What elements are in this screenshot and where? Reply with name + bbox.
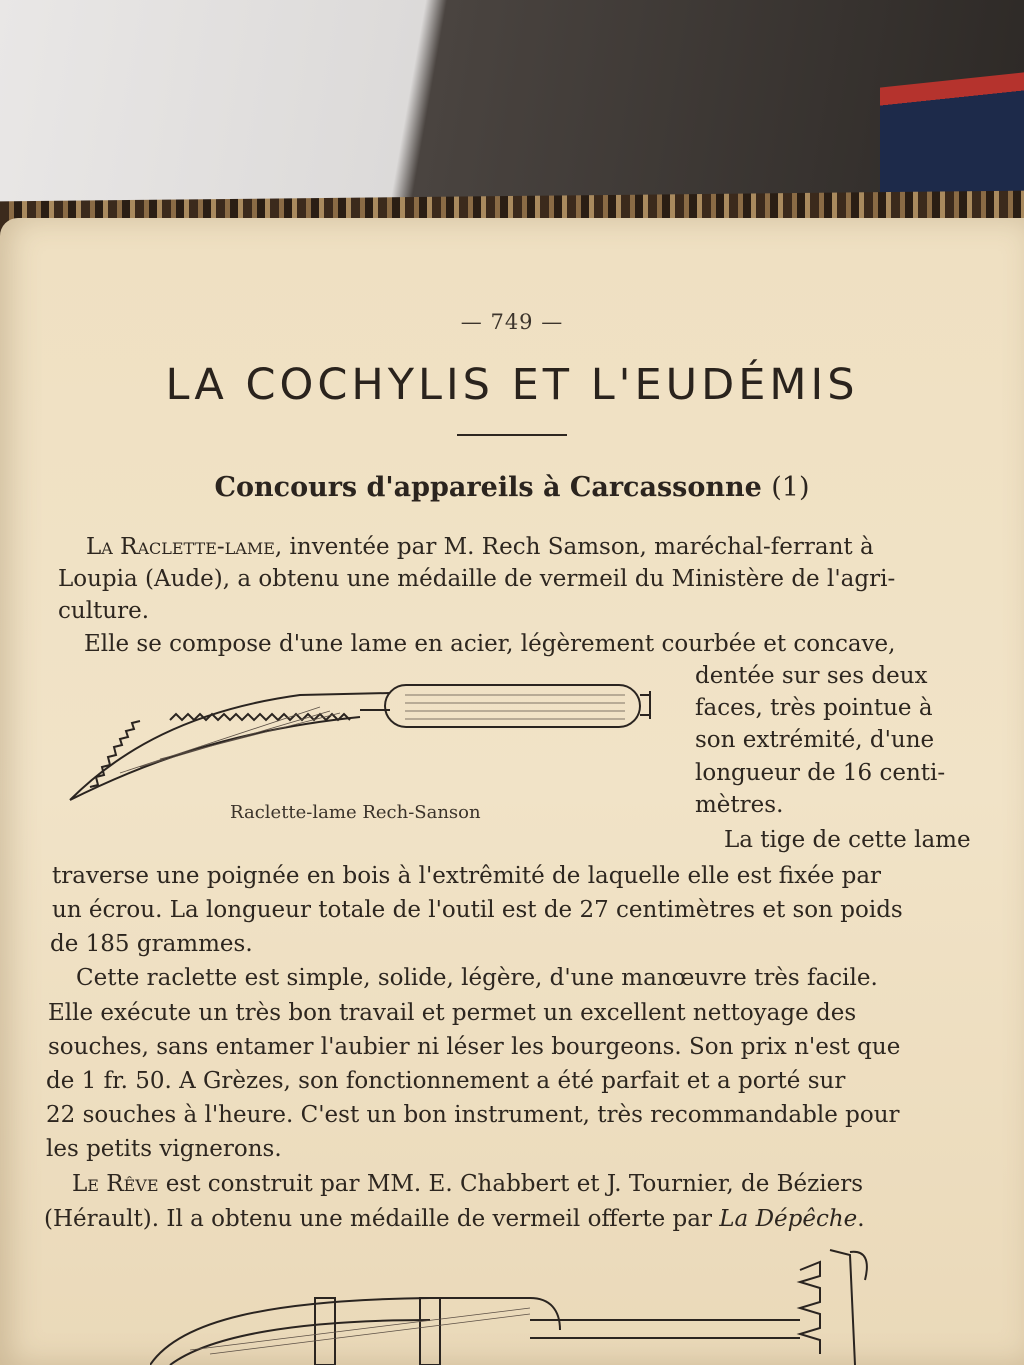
paragraph-3-line-2: traverse une poignée en bois à l'extrêmité de laquelle elle est fixée par xyxy=(52,863,882,889)
paragraph-2-line-6: mètres. xyxy=(695,792,784,818)
paragraph-4-line-6: les petits vignerons. xyxy=(46,1136,282,1162)
page-title: LA COCHYLIS ET L'EUDÉMIS xyxy=(165,360,859,410)
paragraph-1-line-2: Loupia (Aude), a obtenu une médaille de vermeil du Ministère de l'agri- xyxy=(58,566,896,592)
paragraph-2-line-5: longueur de 16 centi- xyxy=(695,760,946,786)
paragraph-5-text-2: (Hérault). Il a obtenu une médaille de vermeil offerte par xyxy=(44,1206,720,1232)
le-reve-illustration xyxy=(150,1240,890,1365)
paragraph-4-line-3: souches, sans entamer l'aubier ni léser les bourgeons. Son prix n'est que xyxy=(48,1034,901,1060)
paragraph-4-line-2: Elle exécute un très bon travail et permet un excellent nettoyage des xyxy=(48,1000,857,1026)
paragraph-5-lead: Le Rêve xyxy=(72,1171,159,1197)
paragraph-1-text: , inventée par M. Rech Samson, maréchal-ferrant à xyxy=(274,534,874,560)
paragraph-3-line-3: un écrou. La longueur totale de l'outil est de 27 centimètres et son poids xyxy=(52,897,903,923)
paragraph-5-line-2 xyxy=(44,1203,865,1235)
paragraph-2-line-2: dentée sur ses deux xyxy=(695,663,928,689)
section-subtitle xyxy=(0,472,1024,503)
paragraph-1-lead: La Raclette-lame xyxy=(86,534,275,560)
journal-name: La Dépêche xyxy=(719,1206,858,1232)
paragraph-2-line-4: son extrémité, d'une xyxy=(695,727,935,753)
paragraph-5-text: est construit par MM. E. Chabbert et J. Tournier, de Béziers xyxy=(158,1171,864,1197)
figure-caption: Raclette-lame Rech-Sanson xyxy=(230,802,481,823)
paragraph-3-line-4: de 185 grammes. xyxy=(50,931,253,957)
paragraph-4-line-1: Cette raclette est simple, solide, légère, d'une manœuvre très facile. xyxy=(76,965,878,991)
paragraph-5-end: . xyxy=(857,1206,865,1232)
paragraph-1-line-1 xyxy=(86,531,874,563)
paragraph-4-line-4: de 1 fr. 50. A Grèzes, son fonctionnement a été parfait et a porté sur xyxy=(46,1068,846,1094)
paragraph-1-line-3: culture. xyxy=(58,598,150,624)
page-number: — 749 — xyxy=(460,310,564,334)
paragraph-2-line-3: faces, très pointue à xyxy=(695,695,933,721)
title-divider xyxy=(457,434,567,436)
footnote-marker: (1) xyxy=(771,472,810,503)
raclette-lame-illustration xyxy=(60,655,660,805)
paragraph-4-line-5: 22 souches à l'heure. C'est un bon instrument, très recommandable pour xyxy=(46,1102,900,1128)
paragraph-2-line-1: Elle se compose d'une lame en acier, légèrement courbée et concave, xyxy=(84,631,896,657)
subtitle-text: Concours d'appareils à Carcassonne xyxy=(214,472,762,503)
paragraph-5-line-1 xyxy=(72,1168,863,1200)
paragraph-3-line-1: La tige de cette lame xyxy=(724,827,971,853)
